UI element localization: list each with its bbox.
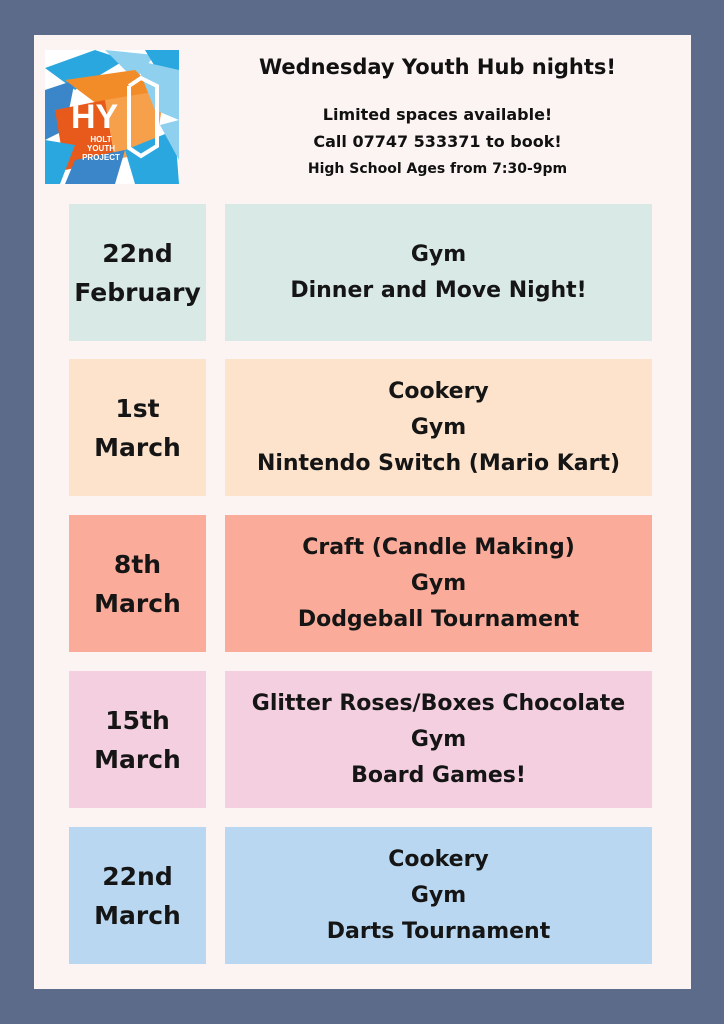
activities-cell bbox=[225, 671, 652, 808]
activities-cell bbox=[225, 359, 652, 496]
date-text: 1st bbox=[115, 393, 160, 423]
limited-spaces-text: Limited spaces available! bbox=[322, 105, 553, 124]
date-text: February bbox=[74, 277, 201, 307]
holt-youth-project-logo bbox=[45, 50, 179, 184]
activity-text: Darts Tournament bbox=[326, 918, 551, 944]
date-text: March bbox=[94, 588, 181, 618]
activity-text: Cookery bbox=[388, 378, 489, 404]
logo-sub-2: YOUTH bbox=[87, 144, 115, 153]
activity-text: Dinner and Move Night! bbox=[290, 277, 587, 303]
activity-text: Gym bbox=[410, 570, 467, 596]
date-text: March bbox=[94, 900, 181, 930]
activity-text: Gym bbox=[410, 414, 467, 440]
booking-phone-text: Call 07747 533371 to book! bbox=[313, 132, 562, 151]
logo-sub-1: HOLT bbox=[90, 135, 112, 144]
activity-text: Board Games! bbox=[351, 762, 526, 788]
schedule-row bbox=[69, 515, 652, 652]
activity-text: Craft (Candle Making) bbox=[302, 534, 575, 560]
activity-text: Gym bbox=[410, 726, 467, 752]
date-text: 22nd bbox=[102, 238, 173, 268]
date-text: March bbox=[94, 432, 181, 462]
logo-letters: HY bbox=[71, 98, 119, 136]
date-text: 22nd bbox=[102, 861, 173, 891]
age-time-text: High School Ages from 7:30-9pm bbox=[307, 161, 568, 177]
schedule-row bbox=[69, 204, 652, 341]
date-cell bbox=[69, 515, 206, 652]
activities-cell bbox=[225, 204, 652, 341]
date-text: 8th bbox=[113, 549, 162, 579]
activity-text: Cookery bbox=[388, 846, 489, 872]
schedule-row bbox=[69, 671, 652, 808]
activity-text: Dodgeball Tournament bbox=[297, 606, 580, 632]
poster-title: Wednesday Youth Hub nights! bbox=[258, 55, 616, 79]
activities-cell bbox=[225, 827, 652, 964]
schedule-row bbox=[69, 827, 652, 964]
date-cell bbox=[69, 204, 206, 341]
date-cell bbox=[69, 359, 206, 496]
schedule-row bbox=[69, 359, 652, 496]
activity-text: Gym bbox=[410, 241, 467, 267]
date-cell bbox=[69, 827, 206, 964]
poster-sheet bbox=[34, 35, 691, 989]
date-text: 15th bbox=[105, 705, 170, 735]
activity-text: Nintendo Switch (Mario Kart) bbox=[256, 450, 621, 476]
activities-cell bbox=[225, 515, 652, 652]
activity-text: Gym bbox=[410, 882, 467, 908]
date-text: March bbox=[94, 744, 181, 774]
logo-sub-3: PROJECT bbox=[82, 153, 120, 162]
activity-text: Glitter Roses/Boxes Chocolate bbox=[251, 690, 626, 716]
date-cell bbox=[69, 671, 206, 808]
